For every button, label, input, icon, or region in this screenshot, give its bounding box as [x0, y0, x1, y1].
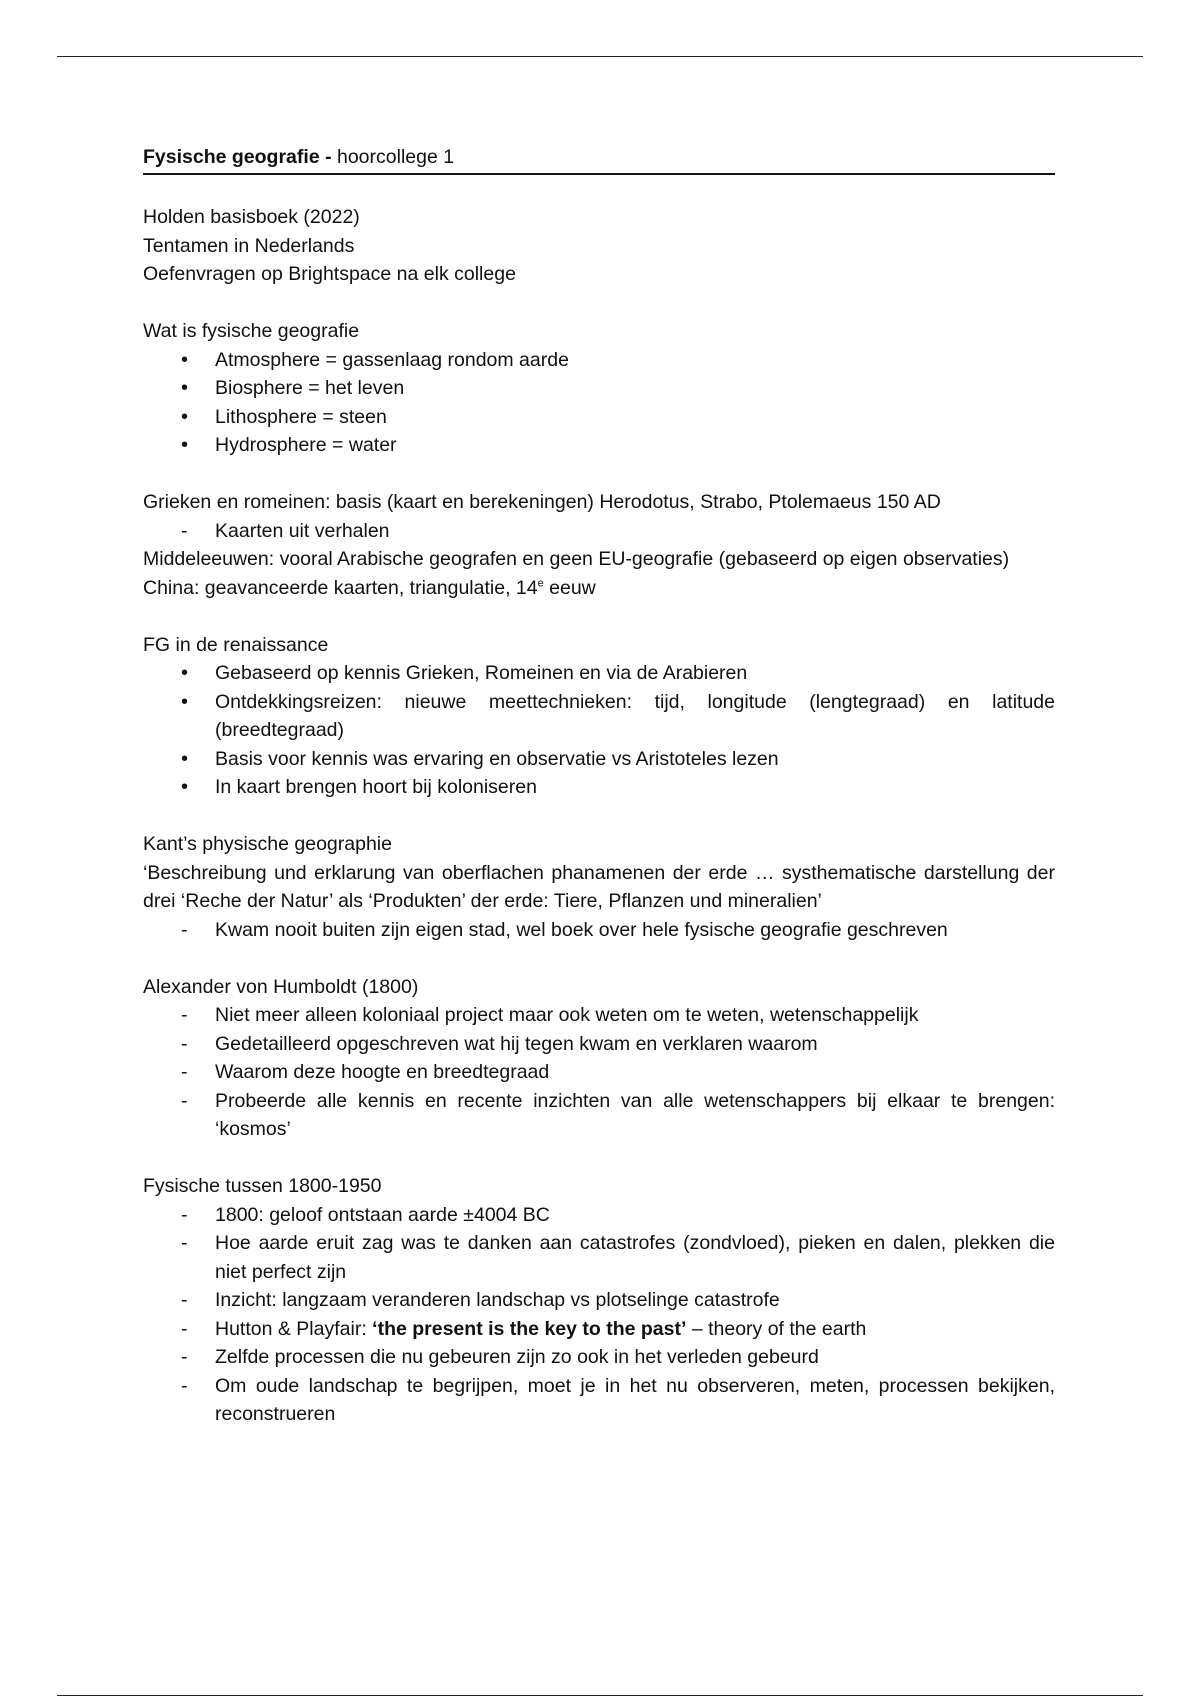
list-item: - Waarom deze hoogte en breedtegraad	[143, 1058, 1055, 1087]
list-item: • Hydrosphere = water	[143, 431, 1055, 460]
header-rule	[57, 56, 1143, 57]
list-item: • Biosphere = het leven	[143, 374, 1055, 403]
list-item: - Gedetailleerd opgeschreven wat hij tegen kwam en verklaren waarom	[143, 1030, 1055, 1059]
kant-list	[143, 916, 1055, 945]
page-title	[143, 143, 1055, 175]
list-item: • In kaart brengen hoort bij koloniseren	[143, 773, 1055, 802]
fysische-1800-list	[143, 1201, 1055, 1429]
list-item: • Atmosphere = gassenlaag rondom aarde	[143, 346, 1055, 375]
china-text: China: geavanceerde kaarten, triangulatie, 14	[143, 576, 538, 599]
grieken-list	[143, 517, 1055, 546]
list-item: - 1800: geloof ontstaan aarde ±4004 BC	[143, 1201, 1055, 1230]
section-heading-1800-1950: Fysische tussen 1800-1950	[143, 1175, 382, 1197]
list-item: • Lithosphere = steen	[143, 403, 1055, 432]
list-item: - Inzicht: langzaam veranderen landschap vs plotselinge catastrofe	[143, 1286, 1055, 1315]
list-item: - Hoe aarde eruit zag was te danken aan catastrofes (zondvloed), pieken en dalen, plekken die niet perfect zijn	[143, 1229, 1055, 1286]
section-heading-renaissance: FG in de renaissance	[143, 633, 329, 656]
china-text-end: eeuw	[543, 576, 596, 599]
hutton-text-end: – theory of the earth	[686, 1317, 867, 1340]
section-heading-humboldt: Alexander von Humboldt (1800)	[143, 975, 419, 998]
renaissance-list	[143, 659, 1055, 802]
list-item: - Niet meer alleen koloniaal project maar ook weten om te weten, wetenschappelijk	[143, 1001, 1055, 1030]
list-item: - Zelfde processen die nu gebeuren zijn zo ook in het verleden gebeurd	[143, 1343, 1055, 1372]
section-heading-kant: Kant’s physische geographie	[143, 833, 392, 855]
list-item: • Ontdekkingsreizen: nieuwe meettechnieken: tijd, longitude (lengtegraad) en latitude (breedtegraad)	[143, 688, 1055, 745]
document-body	[143, 143, 1055, 1429]
kant-quote: ‘Beschreibung und erklarung van oberflachen phanamenen der erde … systhematische darstellung der drei ‘Reche der Natur’ als ‘Produkten’ der erde: Tiere, Pflanzen und mineralien’	[143, 861, 1055, 912]
title-rest: hoorcollege 1	[331, 146, 455, 168]
china-superscript: e	[537, 577, 544, 589]
list-item: • Gebaseerd op kennis Grieken, Romeinen en via de Arabieren	[143, 659, 1055, 688]
grieken-line: Grieken en romeinen: basis (kaart en berekeningen) Herodotus, Strabo, Ptolemaeus 150 AD	[143, 491, 941, 513]
hutton-quote: ‘the present is the key to the past’	[372, 1317, 687, 1340]
list-item: - Probeerde alle kennis en recente inzichten van alle wetenschappers bij elkaar te brengen: ‘kosmos’	[143, 1087, 1055, 1144]
china-line	[143, 574, 1055, 603]
wat-is-list	[143, 346, 1055, 460]
list-item: - Kwam nooit buiten zijn eigen stad, wel boek over hele fysische geografie geschreven	[143, 916, 1055, 945]
intro-line: Holden basisboek (2022)	[143, 206, 360, 228]
middeleeuwen-line: Middeleeuwen: vooral Arabische geografen en geen EU-geografie (gebaseerd op eigen observaties)	[143, 548, 1010, 570]
section-heading-wat-is: Wat is fysische geografie	[143, 320, 360, 342]
title-bold: Fysische geografie -	[143, 146, 332, 168]
intro-line: Tentamen in Nederlands	[143, 234, 355, 257]
intro-line: Oefenvragen op Brightspace na elk college	[143, 263, 516, 285]
list-item: - Om oude landschap te begrijpen, moet je in het nu observeren, meten, processen bekijken, reconstrueren	[143, 1372, 1055, 1429]
list-item: - Kaarten uit verhalen	[143, 517, 1055, 546]
hutton-text: Hutton & Playfair:	[215, 1317, 373, 1340]
list-item-hutton	[143, 1315, 1055, 1344]
humboldt-list	[143, 1001, 1055, 1144]
list-item: • Basis voor kennis was ervaring en observatie vs Aristoteles lezen	[143, 745, 1055, 774]
footer-rule	[57, 1695, 1143, 1696]
